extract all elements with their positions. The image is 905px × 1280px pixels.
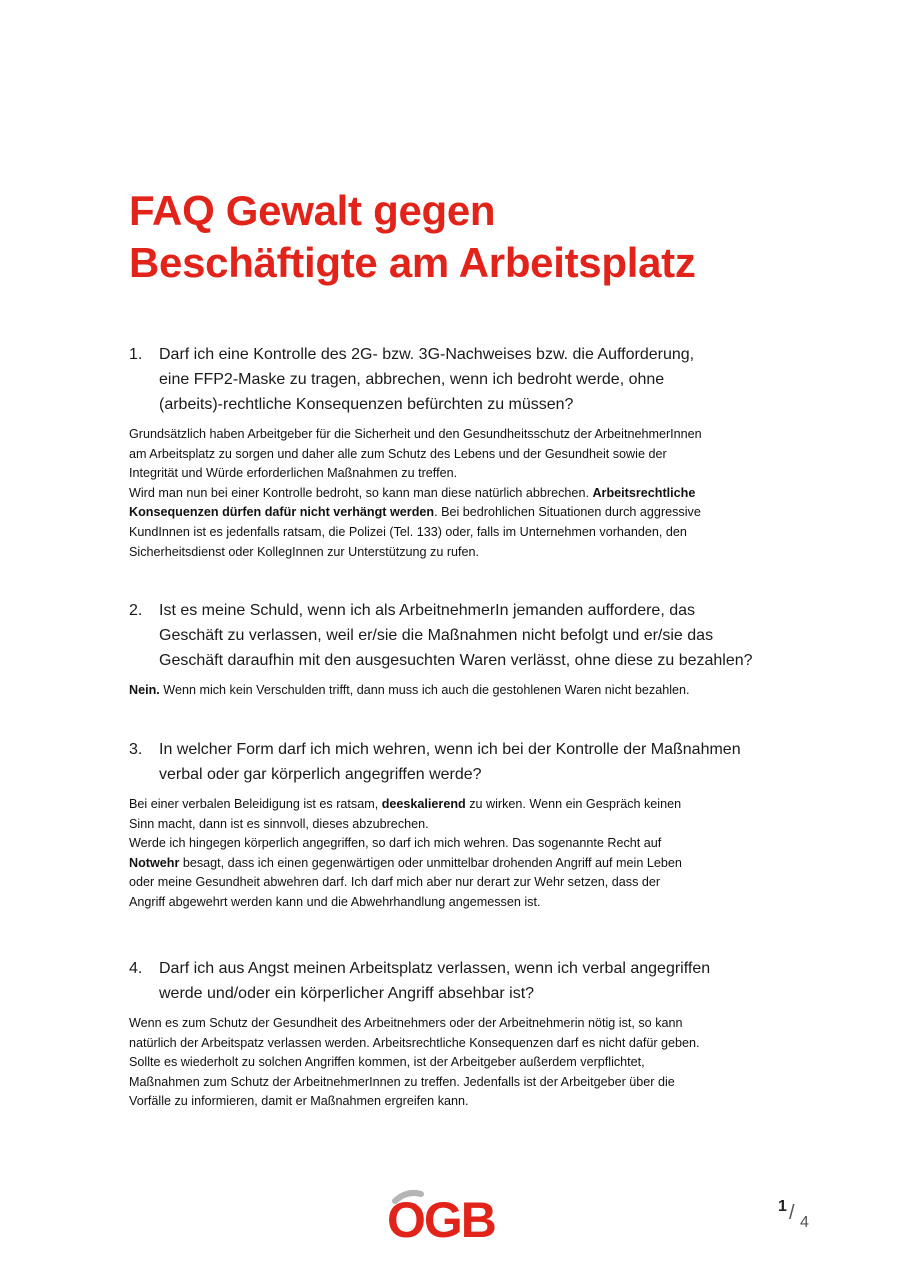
- answer-emphasis: Nein.: [129, 683, 160, 697]
- answer-line: Angriff abgewehrt werden kann und die Abwehrhandlung angemessen ist.: [129, 894, 541, 909]
- answer-line: Vorfälle zu informieren, damit er Maßnahmen ergreifen kann.: [129, 1094, 469, 1109]
- faq-question: [129, 956, 754, 1006]
- question-line: Darf ich eine Kontrolle des 2G- bzw. 3G-Nachweises bzw. die Aufforderung,: [159, 346, 695, 363]
- answer-text: Wird man nun bei einer Kontrolle bedroht, so kann man diese natürlich abbrechen.: [129, 485, 593, 500]
- question-line: eine FFP2-Maske zu tragen, abbrechen, wenn ich bedroht werde, ohne: [159, 371, 665, 388]
- title-line-2: Beschäftigte am Arbeitsplatz: [129, 239, 696, 286]
- page-separator: /: [789, 1202, 795, 1224]
- faq-answer: [129, 795, 754, 913]
- faq-question: [129, 598, 754, 673]
- answer-emphasis: Konsequenzen dürfen dafür nicht verhängt werden: [129, 505, 435, 520]
- answer-line: Maßnahmen zum Schutz der ArbeitnehmerInnen zu treffen. Jedenfalls ist der Arbeitgeber über die: [129, 1074, 675, 1089]
- question-line: Geschäft daraufhin mit den ausgesuchten Waren verlässt, ohne diese zu bezahlen?: [159, 652, 753, 669]
- answer-line: Sicherheitsdienst oder KollegInnen zur Unterstützung zu rufen.: [129, 544, 480, 559]
- ogb-logo: [387, 1188, 519, 1240]
- answer-line: natürlich der Arbeitspatz verlassen werden. Arbeitsrechtliche Konsequenzen darf es nicht dafür geben.: [129, 1035, 700, 1050]
- faq-item-2: [129, 598, 754, 701]
- answer-line: Sinn macht, dann ist es sinnvoll, dieses abzubrechen.: [129, 816, 429, 831]
- answer-line: [129, 503, 754, 523]
- answer-line: Wenn es zum Schutz der Gesundheit des Arbeitnehmers oder der Arbeitnehmerin nötig ist, so kann: [129, 1016, 683, 1030]
- answer-text: besagt, dass ich einen gegenwärtigen oder unmittelbar drohenden Angriff auf mein Leben: [179, 855, 682, 870]
- faq-number: 4.: [129, 960, 143, 977]
- faq-number: 1.: [129, 346, 143, 363]
- question-line: werde und/oder ein körperlicher Angriff absehbar ist?: [159, 985, 535, 1002]
- faq-item-3: [129, 737, 754, 913]
- answer-emphasis: Notwehr: [129, 855, 180, 870]
- answer-line: [129, 854, 754, 874]
- faq-answer: [129, 1014, 754, 1112]
- answer-text: Bei einer verbalen Beleidigung ist es ratsam,: [129, 797, 382, 811]
- question-line: (arbeits)-rechtliche Konsequenzen befürchten zu müssen?: [159, 396, 574, 413]
- answer-line: [129, 681, 754, 701]
- faq-number: 2.: [129, 602, 143, 619]
- answer-line: [129, 795, 754, 815]
- answer-line: Werde ich hingegen körperlich angegriffen, so darf ich mich wehren. Das sogenannte Recht auf: [129, 836, 662, 851]
- faq-answer: [129, 681, 754, 701]
- page-total: 4: [800, 1214, 809, 1231]
- page-title: [129, 185, 696, 289]
- answer-line: Sollte es wiederholt zu solchen Angriffen kommen, ist der Arbeitgeber außerdem verpflichtet,: [129, 1055, 645, 1070]
- title-line-1: FAQ Gewalt gegen: [129, 187, 496, 234]
- answer-line: oder meine Gesundheit abwehren darf. Ich darf mich aber nur derart zur Wehr setzen, dass der: [129, 875, 661, 890]
- answer-text: . Bei bedrohlichen Situationen durch aggressive: [434, 505, 701, 520]
- faq-answer: [129, 425, 754, 562]
- faq-item-1: [129, 342, 754, 562]
- answer-emphasis: Arbeitsrechtliche: [592, 485, 696, 500]
- answer-line: KundInnen ist es jedenfalls ratsam, die Polizei (Tel. 133) oder, falls im Unternehmen vorhanden, den: [129, 524, 687, 539]
- question-line: Geschäft zu verlassen, weil er/sie die Maßnahmen nicht befolgt und er/sie das: [159, 627, 714, 644]
- question-line: Ist es meine Schuld, wenn ich als ArbeitnehmerIn jemanden auffordere, das: [159, 602, 696, 619]
- question-line: In welcher Form darf ich mich wehren, wenn ich bei der Kontrolle der Maßnahmen: [159, 741, 741, 758]
- faq-item-4: [129, 956, 754, 1112]
- answer-line: Grundsätzlich haben Arbeitgeber für die Sicherheit und den Gesundheitsschutz der ArbeitnehmerInnen: [129, 427, 702, 441]
- faq-number: 3.: [129, 741, 143, 758]
- answer-emphasis: deeskalierend: [381, 797, 466, 811]
- faq-question: [129, 737, 754, 787]
- page-current: 1: [778, 1198, 787, 1215]
- answer-line: Integrität und Würde erforderlichen Maßnahmen zu treffen.: [129, 466, 458, 481]
- logo-letters: OGB: [387, 1192, 495, 1240]
- answer-line: [129, 484, 754, 504]
- answer-line: am Arbeitsplatz zu sorgen und daher alle zum Schutz des Lebens und der Gesundheit sowie der: [129, 446, 667, 461]
- question-line: verbal oder gar körperlich angegriffen werde?: [159, 766, 482, 783]
- answer-text: zu wirken. Wenn ein Gespräch keinen: [465, 797, 682, 811]
- faq-question: [129, 342, 754, 417]
- answer-text: Wenn mich kein Verschulden trifft, dann muss ich auch die gestohlenen Waren nicht bezahlen.: [159, 683, 690, 697]
- question-line: Darf ich aus Angst meinen Arbeitsplatz verlassen, wenn ich verbal angegriffen: [159, 960, 711, 977]
